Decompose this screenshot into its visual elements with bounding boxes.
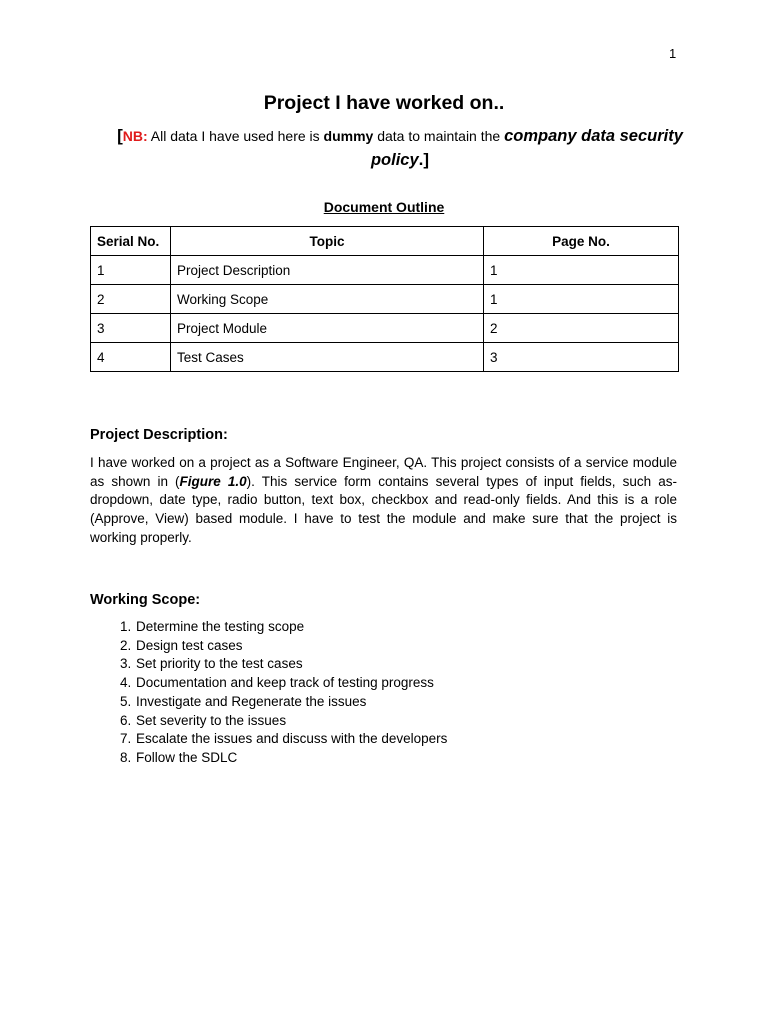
header-topic: Topic [171,227,484,256]
list-item: 2. Design test cases [135,637,655,656]
note-policy: company data security policy [370,127,683,169]
note-open-bracket: [ [117,126,123,145]
list-item: 7. Escalate the issues and discuss with the developers [135,730,655,749]
cell-serial: 4 [91,343,171,372]
nb-note [110,124,690,172]
cell-page: 1 [484,285,679,314]
note-text-1: All data I have used here is [147,128,324,144]
cell-topic: Project Description [171,256,484,285]
list-item: 5. Investigate and Regenerate the issues [135,693,655,712]
description-text-1: I have worked on a project as a Software Engineer, QA. This project consists of a service module as shown in ( [90,455,677,489]
cell-topic: Test Cases [171,343,484,372]
table-row [91,256,679,285]
list-item: 6. Set severity to the issues [135,712,655,731]
working-scope-list [90,618,655,768]
list-item: 1. Determine the testing scope [135,618,655,637]
table-row [91,314,679,343]
cell-page: 3 [484,343,679,372]
cell-topic: Working Scope [171,285,484,314]
outline-table [90,226,679,372]
table-row [91,343,679,372]
nb-label: NB: [122,128,148,144]
cell-topic: Project Module [171,314,484,343]
table-row [91,285,679,314]
cell-page: 1 [484,256,679,285]
document-title: Project I have worked on.. [263,92,505,114]
outline-header-row [91,227,679,256]
cell-serial: 3 [91,314,171,343]
cell-serial: 2 [91,285,171,314]
description-text-2: ). This service form contains several types of input fields, such as- dropdown, date type, radio button, text box, checkbox and read-only fields. And this is a role (Approve, View) based module. I have to test the module and make sure that the project is working properly. [90,473,677,545]
header-page: Page No. [484,227,679,256]
header-serial: Serial No. [91,227,171,256]
note-close: .] [418,150,430,169]
note-dummy: dummy [323,128,374,144]
note-text-2: data to maintain the [373,128,505,144]
project-description-text [90,454,677,548]
project-description-heading: Project Description: [90,427,228,443]
page-number: 1 [669,46,677,61]
working-scope-heading: Working Scope: [90,592,201,608]
list-item: 8. Follow the SDLC [135,749,655,768]
figure-reference: Figure 1.0 [179,473,247,489]
cell-page: 2 [484,314,679,343]
list-item: 4. Documentation and keep track of testing progress [135,674,655,693]
outline-heading: Document Outline [323,199,445,215]
cell-serial: 1 [91,256,171,285]
list-item: 3. Set priority to the test cases [135,655,655,674]
